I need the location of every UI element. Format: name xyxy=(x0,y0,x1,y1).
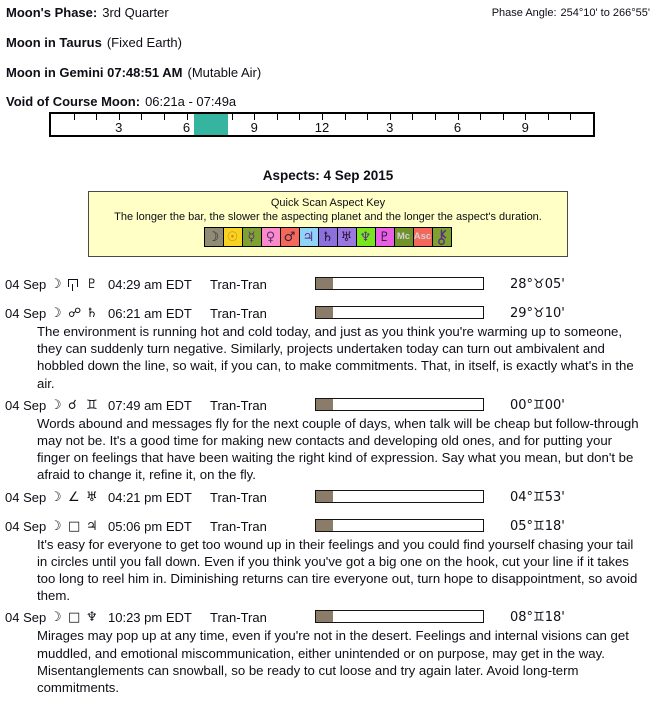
moon-in-gemini-line xyxy=(6,65,261,80)
moons-phase-line xyxy=(6,5,169,20)
aspect-type: Tran-Tran xyxy=(210,518,267,534)
hour-tick xyxy=(164,114,165,120)
duration-bar xyxy=(315,306,484,319)
aspect-description: Words abound and messages fly for the next couple of days, when talk will be cheap but follow-through may not be. It's a good time for making new contacts and developing old ones, and for putting your finger on feelings that have been waiting the right kind of expression. Say what you mean, but don't be afraid to change it, refine it, on the fly. xyxy=(37,415,639,483)
hour-label: 3 xyxy=(115,120,123,135)
hour-tick xyxy=(232,114,233,120)
jupiter-icon: ♃ xyxy=(302,229,315,245)
square-icon: □ xyxy=(68,518,81,534)
saturn-key-square xyxy=(318,227,338,247)
duration-bar xyxy=(315,490,484,503)
aspect-row xyxy=(0,519,656,534)
mc-key-square xyxy=(394,227,414,247)
hour-tick xyxy=(435,114,436,120)
mars-key-square xyxy=(280,227,300,247)
mercury-key-square xyxy=(242,227,262,247)
hour-tick xyxy=(570,114,571,120)
square-icon: □ xyxy=(68,610,81,626)
aspect-type: Tran-Tran xyxy=(210,489,267,505)
aspect-date: 04 Sep xyxy=(5,489,47,505)
duration-bar-fill xyxy=(316,278,333,289)
moon-icon: ☽ xyxy=(207,229,220,245)
uranus-icon: ♅ xyxy=(86,489,98,505)
mercury-icon: ☿ xyxy=(247,229,256,245)
moon-sign-label: Moon in Gemini 07:48:51 AM xyxy=(6,65,183,80)
duration-bar-fill xyxy=(316,520,333,531)
duration-bar-fill xyxy=(316,307,333,318)
hour-tick xyxy=(141,114,142,120)
aspect-time: 05:06 pm EDT xyxy=(108,518,192,534)
aspect-row xyxy=(0,610,656,625)
moon-icon: ☽ xyxy=(50,397,62,413)
duration-bar xyxy=(315,519,484,532)
conjunction-icon: ☌ xyxy=(68,397,77,413)
neptune-icon: ♆ xyxy=(86,610,98,626)
aspect-key-title: Quick Scan Aspect Key xyxy=(270,197,386,209)
hour-tick xyxy=(345,114,346,120)
neptune-key-square xyxy=(356,227,376,247)
venus-icon: ♀ xyxy=(265,229,276,245)
neptune-icon: ♆ xyxy=(359,229,372,245)
hour-label: 6 xyxy=(453,120,462,135)
moon-key-square xyxy=(204,227,224,247)
hour-label: 6 xyxy=(182,120,191,135)
aspect-key-box xyxy=(88,191,568,257)
hour-tick xyxy=(367,114,368,120)
aspect-row xyxy=(0,490,656,505)
aspect-date: 04 Sep xyxy=(5,277,47,292)
moon-in-taurus-line xyxy=(6,35,182,50)
pluto-icon: ♇ xyxy=(378,229,391,245)
gemini-icon: ♊ xyxy=(86,397,98,413)
aspect-type: Tran-Tran xyxy=(210,397,267,413)
aspect-description: The environment is running hot and cold today, and just as you think you're warming up to someone, they can suddenly turn negative. Similarly, projects undertaken today can turn out ambivalent and hobbled down the line, so wait, if you can, to make commitments. That, in itself, is exactly what's in the air. xyxy=(37,324,634,391)
jupiter-key-square xyxy=(299,227,319,247)
moon-sign-label: Moon in Taurus xyxy=(6,35,102,50)
hour-label: 3 xyxy=(386,120,394,135)
duration-bar xyxy=(315,610,484,623)
aspects-section xyxy=(0,160,656,696)
duration-bar-fill xyxy=(316,491,333,502)
hour-label: 9 xyxy=(250,120,258,135)
aspect-description: Mirages may pop up at any time, even if you're not in the desert. Feelings and internal visions can get muddled, and emotional miscommunication, either unintended or on purpose, may get in the way. Misentanglements can snowball, so be ready to cut loose and try again later. Avoid long-term commitments. xyxy=(37,628,629,696)
phase-angle-value: 254°10' to 266°55' xyxy=(560,7,650,19)
duration-bar-fill xyxy=(316,399,333,410)
asc-key-square xyxy=(413,227,433,247)
voc-moon-line xyxy=(6,94,236,109)
sun-key-square xyxy=(223,227,243,247)
moon-position: 00°♊00' xyxy=(510,397,565,413)
moon-icon: ☽ xyxy=(50,306,62,321)
moon-position: 05°♊18' xyxy=(510,518,565,534)
jupiter-icon: ♃ xyxy=(86,518,98,534)
asc-key-label: Asc xyxy=(413,231,432,243)
hour-tick xyxy=(480,114,481,120)
aspect-row xyxy=(0,306,656,321)
uranus-key-square xyxy=(337,227,357,247)
moon-sign-detail: (Mutable Air) xyxy=(187,65,262,80)
hour-label: 12 xyxy=(314,120,330,135)
aspect-type: Tran-Tran xyxy=(210,610,267,626)
mc-key-label: Mc xyxy=(396,231,411,243)
chiron-icon xyxy=(436,229,447,245)
moon-icon: ☽ xyxy=(50,489,62,505)
moon-position: 04°♊53' xyxy=(510,489,565,505)
uranus-icon: ♅ xyxy=(340,229,353,245)
moons-phase-label: Moon's Phase: xyxy=(6,5,98,20)
aspect-key-squares xyxy=(89,227,567,247)
saturn-icon: ♄ xyxy=(86,306,98,321)
duration-bar-fill xyxy=(316,611,333,622)
hour-tick xyxy=(277,114,278,120)
saturn-icon: ♄ xyxy=(321,229,334,245)
aspect-key-subtitle: The longer the bar, the slower the aspecting planet and the longer the aspect's duration. xyxy=(114,211,542,223)
duration-bar xyxy=(315,398,484,411)
moon-position: 29°♉10' xyxy=(510,306,565,321)
voc-label: Void of Course Moon: xyxy=(6,94,141,109)
semisquare-icon: ∠ xyxy=(68,489,80,505)
pluto-key-square xyxy=(375,227,395,247)
sun-icon: ☉ xyxy=(226,229,239,245)
phase-angle xyxy=(492,7,650,19)
hour-label: 9 xyxy=(521,120,529,135)
aspect-time: 04:21 pm EDT xyxy=(108,489,192,505)
voc-timeline xyxy=(49,112,595,137)
hour-tick xyxy=(412,114,413,120)
aspect-time: 10:23 pm EDT xyxy=(108,610,192,626)
voc-value: 06:21a - 07:49a xyxy=(145,94,237,109)
mars-icon: ♂ xyxy=(283,229,296,245)
aspect-date: 04 Sep xyxy=(5,518,47,534)
aspect-date: 04 Sep xyxy=(5,610,47,626)
aspect-date: 04 Sep xyxy=(5,397,47,413)
moons-phase-value: 3rd Quarter xyxy=(102,5,169,20)
phase-angle-label: Phase Angle: xyxy=(491,7,557,19)
chiron-key-square xyxy=(432,227,452,247)
moon-position: 08°♊18' xyxy=(510,610,565,626)
aspect-date: 04 Sep xyxy=(5,306,47,321)
aspect-row xyxy=(0,277,656,292)
hour-tick xyxy=(548,114,549,120)
aspect-time: 07:49 am EDT xyxy=(108,397,192,413)
moon-icon: ☽ xyxy=(50,610,62,626)
venus-key-square xyxy=(261,227,281,247)
aspect-time: 04:29 am EDT xyxy=(108,277,192,292)
moon-position: 28°♉05' xyxy=(510,277,565,292)
aspect-type: Tran-Tran xyxy=(210,277,267,292)
aspect-time: 06:21 am EDT xyxy=(108,306,192,321)
hour-tick xyxy=(74,114,75,120)
aspect-description: It's easy for everyone to get too wound up in their feelings and you could find yourself chasing your tail in circles until you fall down. Even if you think you've got a big one on the hook, cut your line if it takes too long to reel him in. Diminishing returns can tire everyone out, turn hope to disappointment, so avoid them. xyxy=(37,536,638,604)
opposition-icon: ☍ xyxy=(68,306,82,321)
aspects-title: Aspects: 4 Sep 2015 xyxy=(262,168,394,183)
aspect-rows xyxy=(0,277,656,696)
hour-tick xyxy=(299,114,300,120)
moon-icon: ☽ xyxy=(50,518,62,534)
moon-sign-detail: (Fixed Earth) xyxy=(106,35,182,50)
pluto-icon: ♇ xyxy=(86,277,98,292)
voc-period-block xyxy=(194,114,227,135)
aspect-type: Tran-Tran xyxy=(210,306,267,321)
aspect-row xyxy=(0,398,656,413)
moon-icon: ☽ xyxy=(50,277,62,292)
duration-bar xyxy=(315,277,484,290)
hour-tick xyxy=(96,114,97,120)
sesquiquadrate-shape xyxy=(68,279,78,287)
hour-tick xyxy=(503,114,504,120)
